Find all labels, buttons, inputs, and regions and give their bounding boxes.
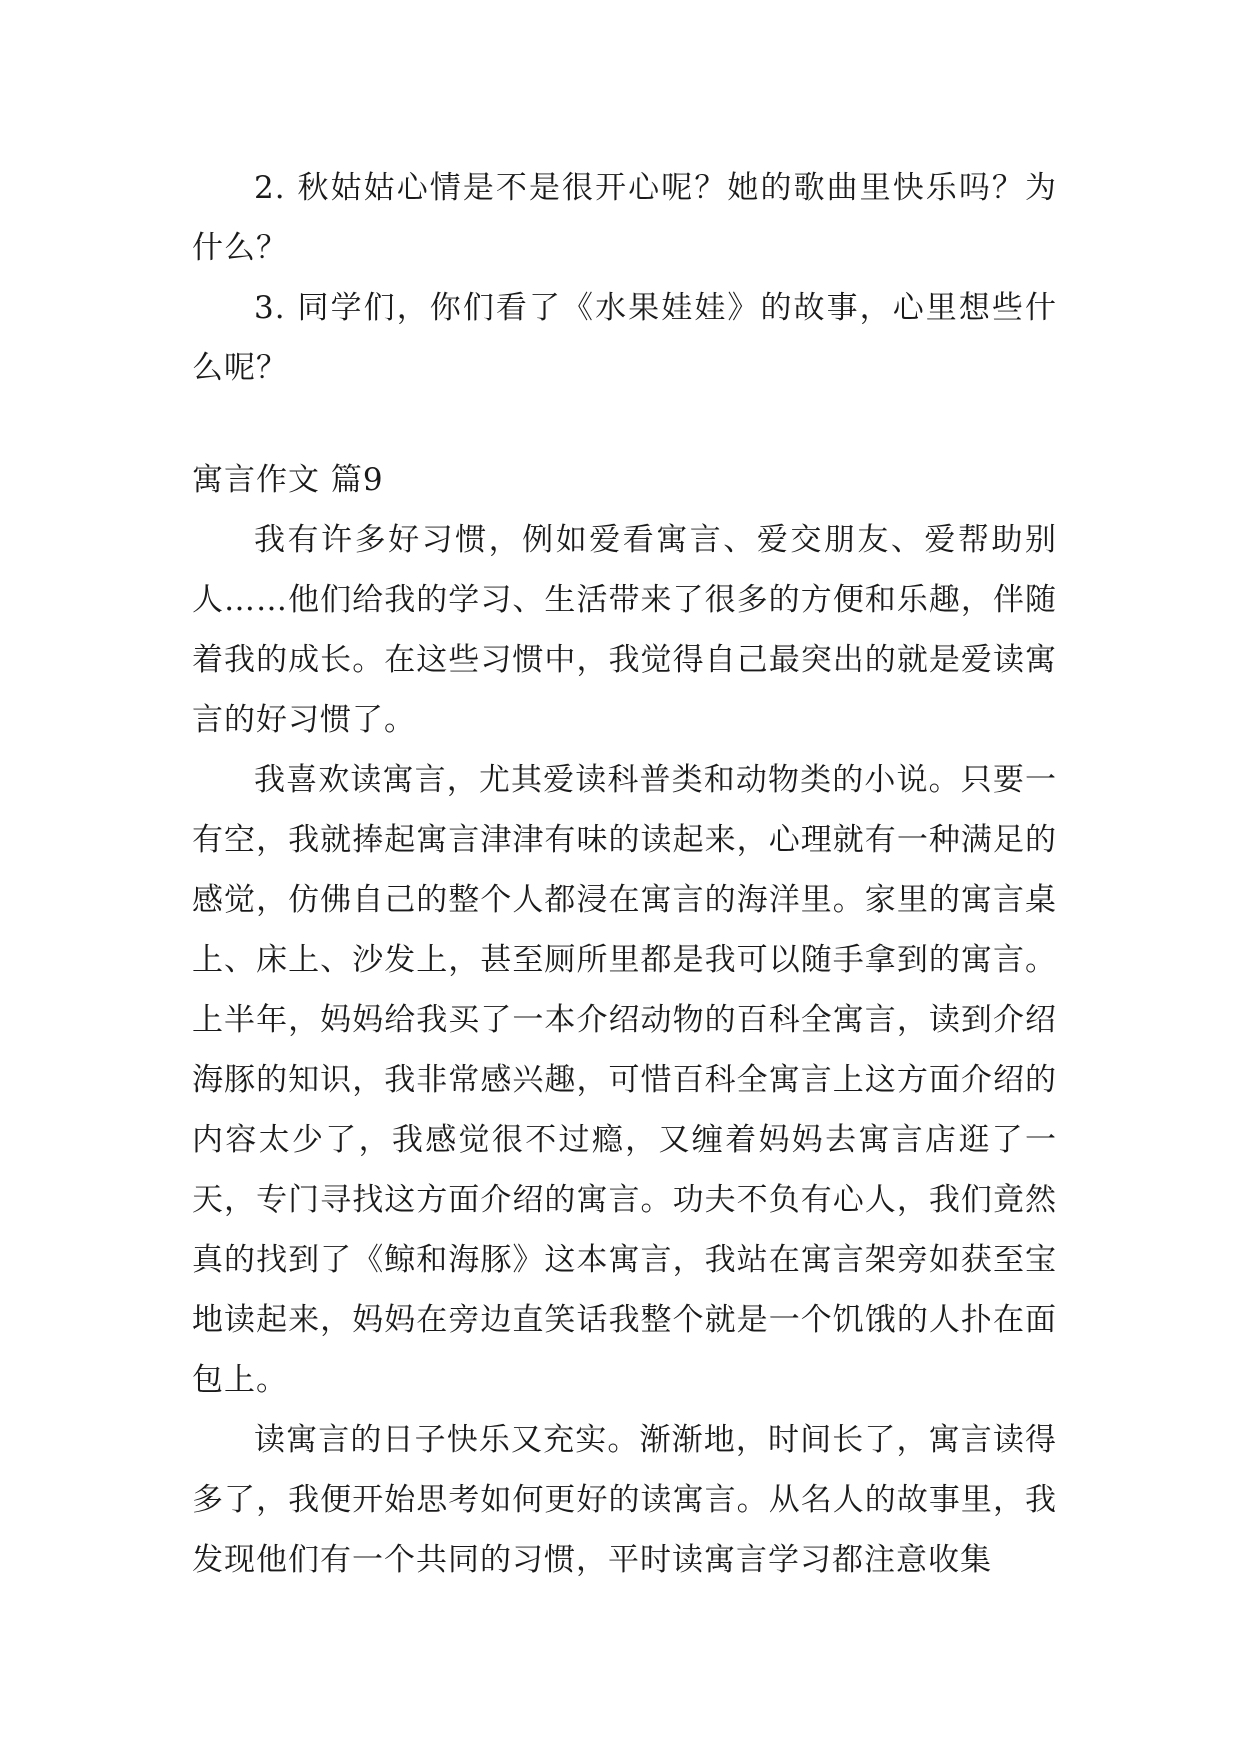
essay-paragraph: 我有许多好习惯，例如爱看寓言、爱交朋友、爱帮助别人……他们给我的学习、生活带来了很多的方便和乐趣，伴随着我的成长。在这些习惯中，我觉得自己最突出的就是爱读寓言的好习惯了。 bbox=[192, 522, 1057, 738]
question-paragraph: 2. 秋姑姑心情是不是很开心呢？她的歌曲里快乐吗？为什么？ bbox=[192, 170, 1057, 266]
section-heading: 寓言作文 篇9 bbox=[192, 462, 384, 498]
essay-paragraph: 我喜欢读寓言，尤其爱读科普类和动物类的小说。只要一有空，我就捧起寓言津津有味的读起来，心理就有一种满足的感觉，仿佛自己的整个人都浸在寓言的海洋里。家里的寓言桌上、床上、沙发上，甚至厕所里都是我可以随手拿到的寓言。上半年，妈妈给我买了一本介绍动物的百科全寓言，读到介绍海豚的知识，我非常感兴趣，可惜百科全寓言上这方面介绍的内容太少了，我感觉很不过瘾，又缠着妈妈去寓言店逛了一天，专门寻找这方面介绍的寓言。功夫不负有心人，我们竟然真的找到了《鲸和海豚》这本寓言，我站在寓言架旁如获至宝地读起来，妈妈在旁边直笑话我整个就是一个饥饿的人扑在面包上。 bbox=[192, 762, 1057, 1398]
document-body bbox=[192, 158, 1057, 1590]
question-paragraph: 3. 同学们，你们看了《水果娃娃》的故事，心里想些什么呢？ bbox=[192, 290, 1057, 386]
essay-paragraph: 读寓言的日子快乐又充实。渐渐地，时间长了，寓言读得多了，我便开始思考如何更好的读寓言。从名人的故事里，我发现他们有一个共同的习惯，平时读寓言学习都注意收集 bbox=[192, 1422, 1057, 1578]
